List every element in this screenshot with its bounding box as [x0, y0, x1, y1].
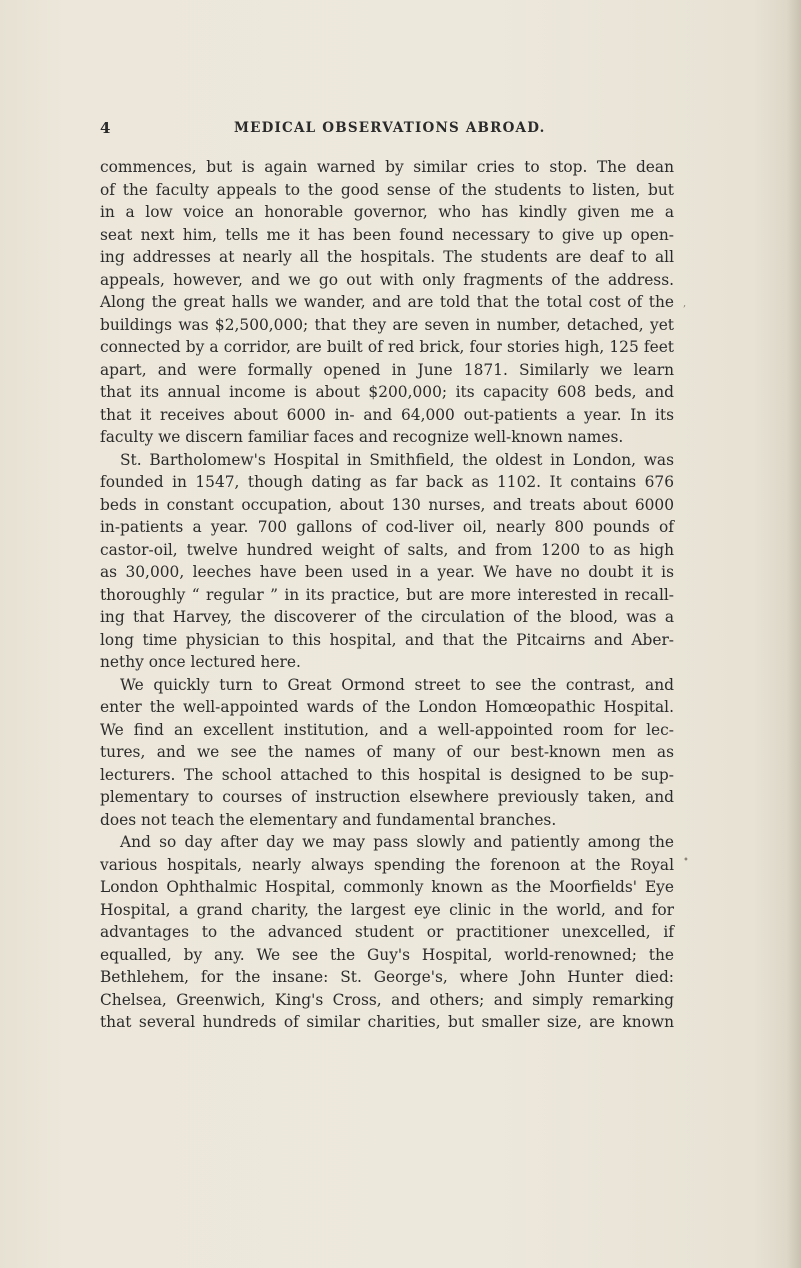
page-number: 4 [100, 119, 111, 137]
text-line: castor-oil, twelve hundred weight of salts, and from 1200 to as high [100, 540, 674, 559]
text-line: in-patients a year. 700 gallons of cod-liver oil, nearly 800 pounds of [100, 518, 674, 536]
text-line: Along the great halls we wander, and are told that the total cost of the [100, 293, 674, 311]
text-line: plementary to courses of instruction elsewhere previously taken, and [100, 788, 674, 806]
running-title: MEDICAL OBSERVATIONS ABROAD. [234, 120, 546, 136]
text-line: appeals, however, and we go out with only fragments of the address. [100, 270, 674, 289]
margin-speck: , [683, 298, 687, 309]
text-line: And so day after day we may pass slowly and patiently among the [120, 833, 674, 851]
text-line: connected by a corridor, are built of red brick, four stories high, 125 feet [100, 338, 674, 356]
text-line: nethy once lectured here. [100, 653, 301, 671]
body-text [100, 156, 674, 1034]
page-edge-shadow [787, 0, 801, 1268]
text-line: that it receives about 6000 in- and 64,000 out-patients a year. In its [100, 405, 674, 424]
text-line: beds in constant occupation, about 130 nurses, and treats about 6000 [100, 495, 674, 514]
text-line: in a low voice an honorable governor, who has kindly given me a [100, 203, 674, 221]
margin-speck: • [683, 855, 689, 866]
text-line: long time physician to this hospital, and that the Pitcairns and Aber- [100, 630, 674, 649]
text-line: as 30,000, leeches have been used in a year. We have no doubt it is [100, 563, 674, 581]
text-line: buildings was $2,500,000; that they are seven in number, detached, yet [100, 315, 674, 334]
text-line: seat next him, tells me it has been found necessary to give up open- [100, 225, 674, 244]
text-line: Hospital, a grand charity, the largest eye clinic in the world, and for [100, 900, 674, 919]
text-line: commences, but is again warned by similar cries to stop. The dean [100, 158, 674, 176]
text-line: of the faculty appeals to the good sense of the students to listen, but [100, 180, 674, 199]
text-line: tures, and we see the names of many of our best-known men as [100, 743, 674, 761]
text-line: apart, and were formally opened in June 1871. Similarly we learn [100, 360, 674, 379]
text-line: enter the well-appointed wards of the London Homœopathic Hospital. [100, 698, 674, 716]
text-line: lecturers. The school attached to this hospital is designed to be sup- [100, 765, 674, 784]
text-line: ing that Harvey, the discoverer of the circulation of the blood, was a [100, 608, 674, 626]
text-line: London Ophthalmic Hospital, commonly known as the Moorfields' Eye [100, 878, 674, 896]
text-line: St. Bartholomew's Hospital in Smithfield, the oldest in London, was [120, 450, 674, 469]
text-line: Bethlehem, for the insane: St. George's, where John Hunter died: [100, 968, 674, 986]
page-header [100, 119, 680, 141]
text-line: that several hundreds of similar charities, but smaller size, are known [100, 1013, 674, 1031]
text-line: thoroughly “ regular ” in its practice, but are more interested in recall- [100, 585, 674, 604]
text-line: does not teach the elementary and fundamental branches. [100, 810, 557, 829]
text-line: that its annual income is about $200,000; its capacity 608 beds, and [100, 383, 674, 401]
text-line: advantages to the advanced student or practitioner unexcelled, if [100, 923, 674, 941]
text-line: Chelsea, Greenwich, King's Cross, and others; and simply remarking [100, 990, 674, 1009]
text-line: ing addresses at nearly all the hospitals. The students are deaf to all [100, 248, 674, 266]
text-line: various hospitals, nearly always spending the forenoon at the Royal [100, 855, 674, 874]
text-line: faculty we discern familiar faces and recognize well-known names. [100, 428, 624, 446]
text-line: founded in 1547, though dating as far back as 1102. It contains 676 [100, 473, 674, 491]
text-line: equalled, by any. We see the Guy's Hospital, world-renowned; the [100, 945, 674, 964]
text-line: We quickly turn to Great Ormond street to see the contrast, and [120, 675, 674, 694]
text-line: We find an excellent institution, and a well-appointed room for lec- [100, 720, 674, 739]
